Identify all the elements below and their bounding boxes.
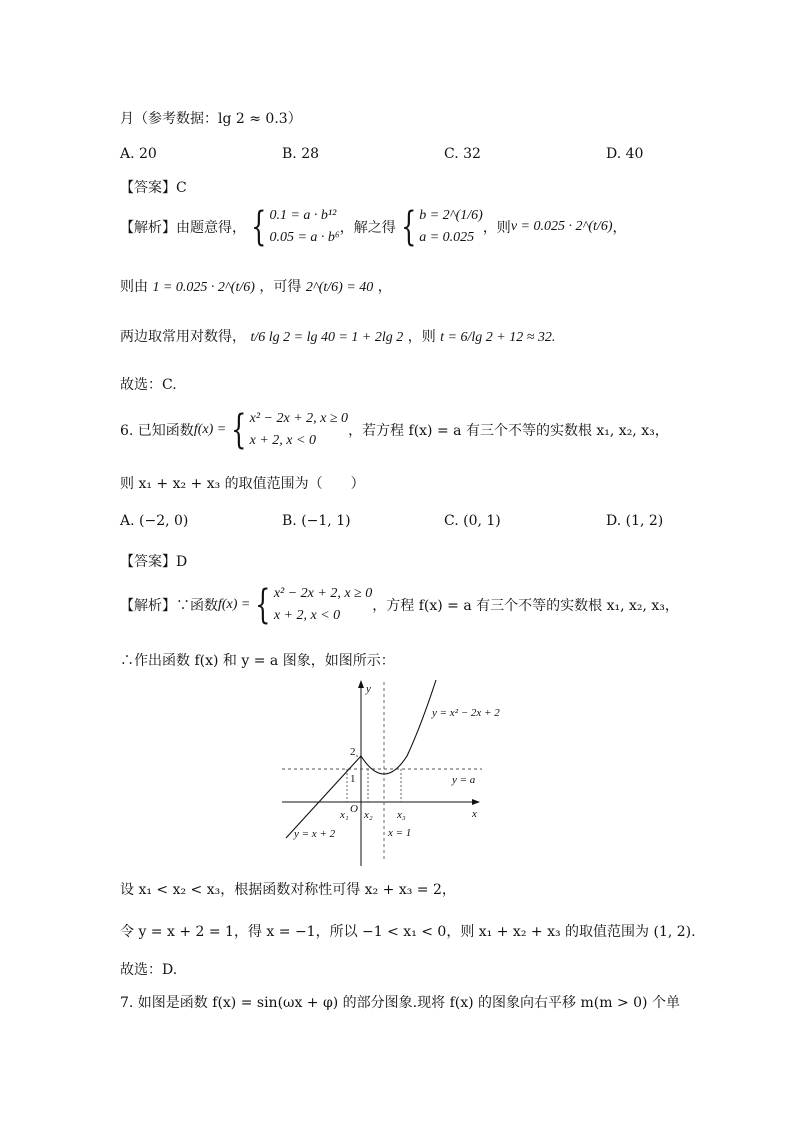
q6-option-b: B. (−1, 1)	[282, 513, 351, 529]
x3-label: x₃	[397, 809, 406, 821]
tick-2-label: 2	[350, 746, 356, 758]
analysis-text: 两边取常用对数得，	[120, 329, 246, 345]
q5-option-c: C. 32	[444, 146, 481, 162]
q7-stem: 7. 如图是函数 f(x) = sin(ωx + φ) 的部分图象.现将 f(x) 的图象向右平移 m(m > 0) 个单	[120, 995, 680, 1011]
q6-analysis-1	[120, 583, 679, 627]
parabola-branch	[361, 680, 436, 774]
q5-option-a: A. 20	[120, 146, 157, 162]
linear-branch	[286, 756, 361, 838]
origin-label: O	[350, 803, 358, 815]
analysis-text: ∵函数	[176, 598, 218, 614]
formula: f(x) =	[218, 597, 251, 612]
a-line-label: y = a	[452, 774, 476, 786]
analysis-text: ，可得	[259, 279, 302, 295]
piece-row: x² − 2x + 2, x ≥ 0	[249, 411, 349, 426]
x2-label: x₂	[364, 809, 373, 821]
q6-conclusion: 故选：D.	[120, 962, 178, 978]
system-row: 0.05 = a · b⁶	[269, 230, 340, 245]
piece-row: x + 2, x < 0	[273, 608, 341, 623]
q5-conclusion: 故选：C.	[120, 377, 177, 393]
system-row: a = 0.025	[419, 230, 475, 245]
analysis-text: ，则	[482, 220, 511, 236]
piece-row: x² − 2x + 2, x ≥ 0	[273, 586, 373, 601]
q5-option-b: B. 28	[282, 146, 320, 162]
equation-system-2: { b = 2^(1/6) a = 0.025	[400, 204, 483, 250]
q6-analysis-3: 令 y = x + 2 = 1，得 x = −1，所以 −1 < x₁ < 0，则 x₁ + x₂ + x₃ 的取值范围为 (1, 2).	[120, 924, 696, 940]
analysis-label: 【解析】	[120, 598, 176, 614]
curve-label: y = x² − 2x + 2	[432, 707, 500, 719]
piecewise-def: { x² − 2x + 2, x ≥ 0 x + 2, x < 0	[255, 582, 373, 628]
formula: t = 6/lg 2 + 12 ≈ 32.	[440, 330, 556, 345]
q6-graph-intro: ∴作出函数 f(x) 和 y = a 图象，如图所示：	[120, 653, 395, 669]
formula: 2^(t/6) = 40	[305, 280, 374, 295]
q5-analysis-3	[120, 326, 555, 346]
x-axis-arrow	[472, 799, 480, 805]
q5-stem-tail: 月（参考数据：lg 2 ≈ 0.3）	[120, 111, 302, 127]
analysis-text: ，方程 f(x) = a 有三个不等的实数根 x₁, x₂, x₃，	[372, 598, 679, 614]
q6-intro: 6. 已知函数	[120, 423, 194, 439]
formula: t/6 lg 2 = lg 40 = 1 + 2lg 2	[250, 330, 404, 345]
formula: f(x) =	[193, 422, 227, 437]
q6-option-c: C. (0, 1)	[444, 513, 501, 529]
q6-analysis-2: 设 x₁ < x₂ < x₃，根据函数对称性可得 x₂ + x₃ = 2，	[120, 882, 456, 898]
system-row: b = 2^(1/6)	[419, 208, 483, 223]
q6-option-d: D. (1, 2)	[606, 513, 664, 529]
q6-answer: 【答案】D	[120, 554, 188, 570]
q6-option-a: A. (−2, 0)	[120, 513, 189, 529]
piecewise-def: { x² − 2x + 2, x ≥ 0 x + 2, x < 0	[231, 407, 349, 453]
y-axis-label: y	[366, 683, 371, 695]
formula: v = 0.025 · 2^(t/6)	[510, 219, 613, 234]
symmetry-label: x = 1	[388, 827, 412, 839]
analysis-text: ，则	[407, 329, 436, 345]
q5-option-d: D. 40	[606, 146, 644, 162]
analysis-text: 则由	[120, 279, 148, 295]
analysis-text: 由题意得，	[176, 220, 246, 236]
q6-question: 则 x₁ + x₂ + x₃ 的取值范围为（ ）	[120, 476, 365, 492]
q5-answer: 【答案】C	[120, 180, 187, 196]
x1-label: x₁	[340, 809, 349, 821]
linear-label: y = x + 2	[294, 828, 336, 840]
q6-condition: ，若方程 f(x) = a 有三个不等的实数根 x₁, x₂, x₃，	[348, 423, 669, 439]
q5-analysis-1: 【解析】 由题意得， { 0.1 = a · b¹² 0.05 = a · b⁶ ，解之得 { b = 2^(1/6) a = 0.025 ，则 v = 0.025 · 2^(t/6) ，	[120, 204, 627, 250]
x-axis-label: x	[472, 808, 477, 820]
system-row: 0.1 = a · b¹²	[269, 208, 337, 223]
q6-stem	[120, 408, 669, 452]
y-axis-arrow	[358, 680, 364, 688]
formula: 1 = 0.025 · 2^(t/6)	[152, 280, 255, 295]
tick-1-label: 1	[350, 773, 356, 785]
analysis-label: 【解析】	[120, 220, 176, 236]
piece-row: x + 2, x < 0	[249, 433, 316, 448]
q5-analysis-2: 则由 1 = 0.025 · 2^(t/6) ，可得 2^(t/6) = 40 ，	[120, 279, 392, 295]
function-graph	[276, 676, 500, 868]
equation-system-1: { 0.1 = a · b¹² 0.05 = a · b⁶	[251, 204, 340, 250]
analysis-text: ，解之得	[339, 220, 396, 236]
